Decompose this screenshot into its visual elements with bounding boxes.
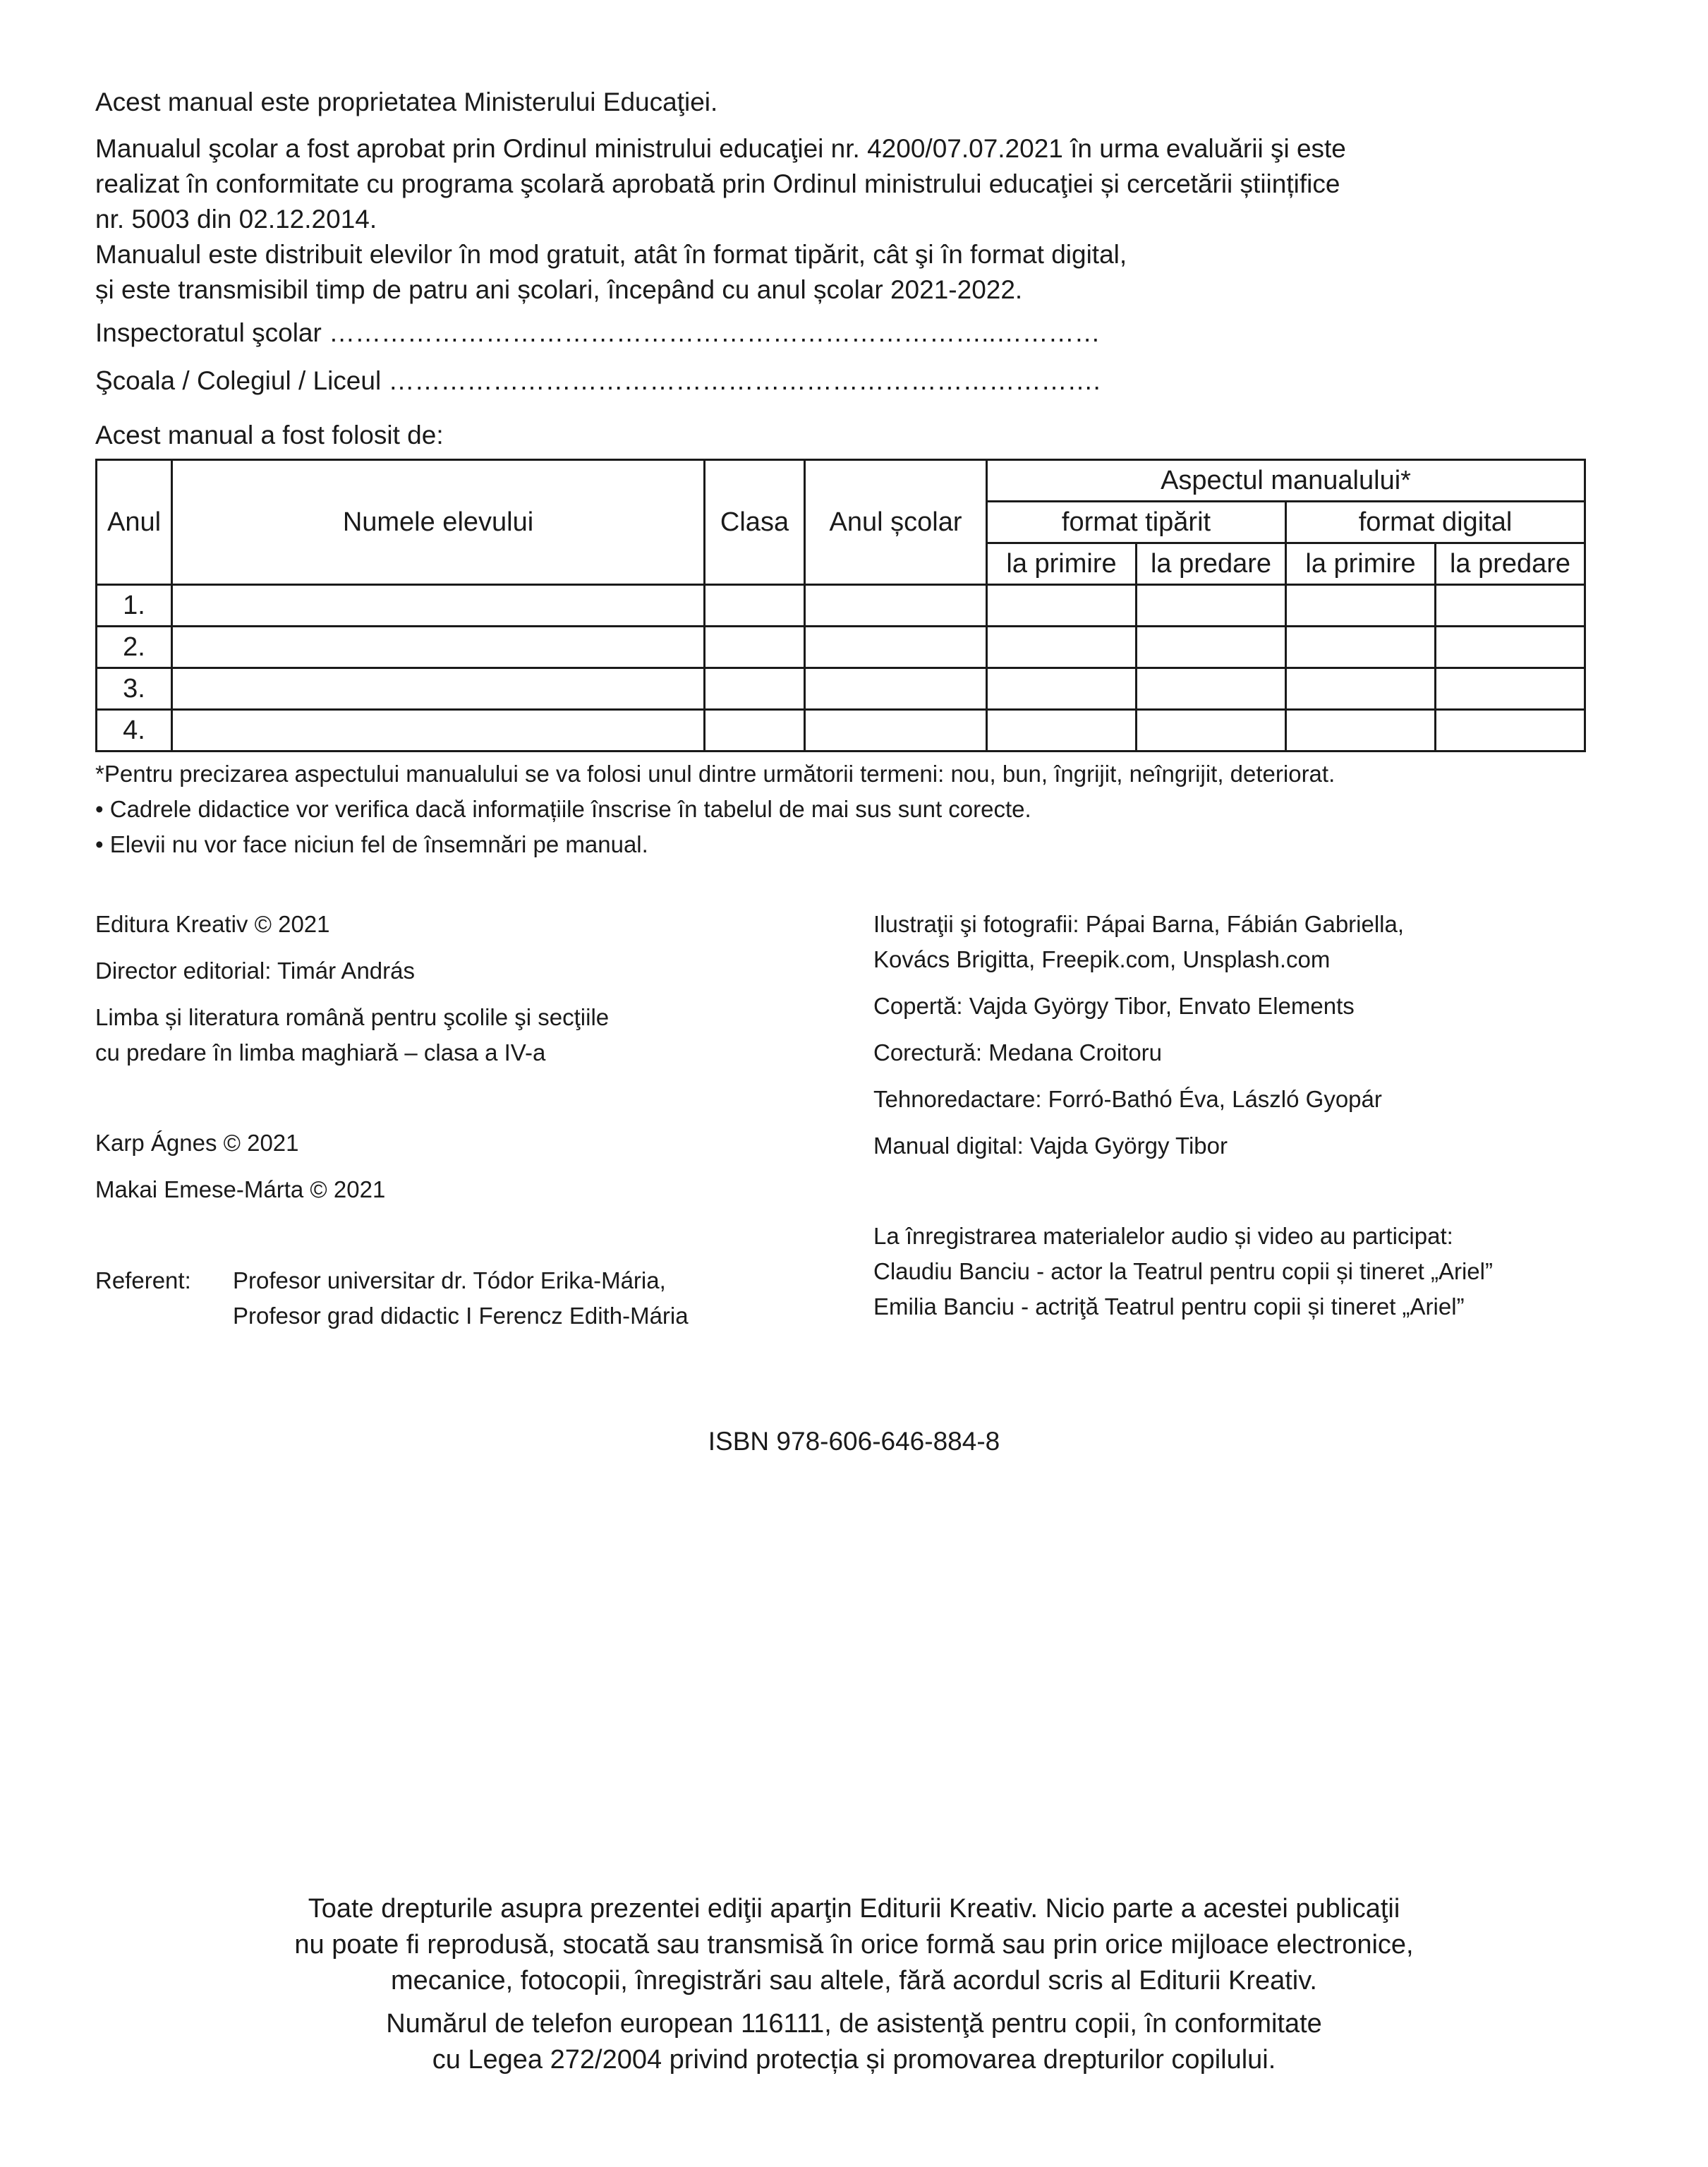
distribution-line-2: și este transmisibil timp de patru ani școlari, începând cu anul școlar 2021-2022. (95, 275, 1023, 304)
illustrations-line-1: Ilustraţii şi fotografii: Pápai Barna, Fábián Gabriella, (873, 911, 1405, 937)
table-row (97, 585, 1585, 627)
cell-print-return[interactable] (1137, 585, 1286, 627)
cell-print-receive[interactable] (987, 627, 1137, 668)
credits-right (873, 907, 1685, 1336)
header-digital-la-predare: la predare (1436, 543, 1585, 585)
header-clasa: Clasa (705, 460, 805, 585)
note-bullet-1 (95, 792, 1335, 827)
cell-name[interactable] (172, 627, 705, 668)
phone-line-1: Numărul de telefon european 116111, de asistenţă pentru copii, în conformitate (386, 2009, 1322, 2039)
row-number: 4. (97, 710, 172, 751)
table-row (97, 668, 1585, 710)
note-text: Cadrele didactice vor verifica dacă informațiile înscrise în tabelul de mai sus sunt corecte. (109, 796, 1031, 822)
phone-line-2: cu Legea 272/2004 privind protecția și promovarea drepturilor copilului. (432, 2045, 1276, 2075)
cell-name[interactable] (172, 585, 705, 627)
credits-left (95, 907, 801, 1219)
bullet-glyph: • (95, 796, 104, 822)
owner-statement: Acest manual este proprietatea Ministerului Educaţiei. (95, 87, 718, 116)
header-format-tiparit: format tipărit (987, 502, 1286, 543)
author-1: Karp Ágnes © 2021 (95, 1130, 299, 1156)
note-text: Elevii nu vor face niciun fel de însemnări pe manual. (109, 831, 648, 857)
audio-participant-2: Emilia Banciu - actriţă Teatrul pentru copii și tineret „Ariel” (873, 1293, 1465, 1320)
cell-school-year[interactable] (805, 627, 987, 668)
cell-print-receive[interactable] (987, 710, 1137, 751)
table-row (97, 627, 1585, 668)
header-digital-la-primire: la primire (1286, 543, 1436, 585)
inspectorat-line: Inspectoratul şcolar …………………………………………………………………..………… (95, 318, 1101, 347)
cell-class[interactable] (705, 627, 805, 668)
rights-line-1: Toate drepturile asupra prezentei ediţii aparţin Editurii Kreativ. Nicio parte a acestei publicaţii (308, 1894, 1400, 1924)
rights-footer (0, 1891, 1708, 2078)
approval-line-1: Manualul şcolar a fost aprobat prin Ordinul ministrului educaţiei nr. 4200/07.07.2021 în urma evaluării şi este (95, 134, 1346, 163)
row-number: 3. (97, 668, 172, 710)
bullet-glyph: • (95, 831, 104, 857)
isbn: ISBN 978-606-646-884-8 (708, 1427, 1000, 1456)
used-by-text: Acest manual a fost folosit de: (95, 421, 444, 449)
cell-school-year[interactable] (805, 710, 987, 751)
cell-name[interactable] (172, 668, 705, 710)
cell-print-receive[interactable] (987, 585, 1137, 627)
header-anul: Anul (97, 460, 172, 585)
distribution-line-1: Manualul este distribuit elevilor în mod gratuit, atât în format tipărit, cât şi în format digital, (95, 240, 1127, 269)
table-notes (95, 756, 1335, 862)
editorial-director: Director editorial: Timár András (95, 958, 415, 984)
rights-line-3: mecanice, fotocopii, înregistrări sau altele, fără acordul scris al Editurii Kreativ. (391, 1966, 1317, 1996)
audio-participant-1: Claudiu Banciu - actor la Teatrul pentru copii și tineret „Ariel” (873, 1258, 1493, 1284)
rights-line-2: nu poate fi reprodusă, stocată sau transmisă în orice formă sau prin orice mijloace electronice, (294, 1930, 1414, 1960)
cover-credit: Copertă: Vajda György Tibor, Envato Elements (873, 993, 1355, 1019)
digital-manual-credit: Manual digital: Vajda György Tibor (873, 1133, 1228, 1159)
cell-class[interactable] (705, 668, 805, 710)
table-row (97, 710, 1585, 751)
audio-heading: La înregistrarea materialelor audio și video au participat: (873, 1223, 1453, 1249)
row-number: 2. (97, 627, 172, 668)
isbn-block (0, 1424, 1708, 1459)
publisher: Editura Kreativ © 2021 (95, 911, 330, 937)
used-by-heading (95, 418, 444, 453)
approval-line-2: realizat în conformitate cu programa şcolară aprobată prin Ordinul ministrului educaţiei și cercetării științifice (95, 169, 1340, 198)
fill-lines (95, 315, 1101, 411)
cell-digital-return[interactable] (1436, 627, 1585, 668)
header-numele-elevului: Numele elevului (172, 460, 705, 585)
dtp-credit: Tehnoredactare: Forró-Bathó Éva, László Gyopár (873, 1086, 1382, 1112)
intro-section (95, 85, 1346, 308)
school-line: Şcoala / Colegiul / Liceul ………………………………………………………………………. (95, 366, 1101, 395)
table-header-row-1 (97, 460, 1585, 502)
header-aspect: Aspectul manualului* (987, 460, 1585, 502)
cell-school-year[interactable] (805, 585, 987, 627)
book-title-line-1: Limba și literatura română pentru şcolile şi secţiile (95, 1004, 610, 1030)
cell-digital-return[interactable] (1436, 585, 1585, 627)
cell-class[interactable] (705, 585, 805, 627)
header-format-digital: format digital (1286, 502, 1585, 543)
row-number: 1. (97, 585, 172, 627)
illustrations-line-2: Kovács Brigitta, Freepik.com, Unsplash.com (873, 946, 1331, 972)
usage-table (95, 459, 1586, 752)
referent-name-1: Profesor universitar dr. Tódor Erika-Mária, (233, 1267, 666, 1293)
cell-digital-receive[interactable] (1286, 710, 1436, 751)
cell-print-receive[interactable] (987, 668, 1137, 710)
header-tiparit-la-primire: la primire (987, 543, 1137, 585)
cell-digital-receive[interactable] (1286, 585, 1436, 627)
note-bullet-2 (95, 827, 1335, 862)
cell-digital-receive[interactable] (1286, 668, 1436, 710)
referent-label: Referent: (95, 1267, 191, 1293)
author-2: Makai Emese-Márta © 2021 (95, 1176, 386, 1202)
aspect-footnote: *Pentru precizarea aspectului manualului se va folosi unul dintre următorii termeni: nou, bun, îngrijit, neîngrijit, deteriorat. (95, 761, 1335, 787)
proofreading-credit: Corectură: Medana Croitoru (873, 1039, 1163, 1066)
cell-digital-return[interactable] (1436, 710, 1585, 751)
approval-line-3: nr. 5003 din 02.12.2014. (95, 205, 377, 234)
book-title-line-2: cu predare în limba maghiară – clasa a IV-a (95, 1039, 546, 1066)
cell-print-return[interactable] (1137, 627, 1286, 668)
cell-print-return[interactable] (1137, 668, 1286, 710)
cell-digital-receive[interactable] (1286, 627, 1436, 668)
header-tiparit-la-predare: la predare (1137, 543, 1286, 585)
cell-print-return[interactable] (1137, 710, 1286, 751)
header-anul-scolar: Anul școlar (805, 460, 987, 585)
cell-class[interactable] (705, 710, 805, 751)
referent-name-2: Profesor grad didactic I Ferencz Edith-Mária (233, 1303, 689, 1329)
cell-name[interactable] (172, 710, 705, 751)
cell-school-year[interactable] (805, 668, 987, 710)
cell-digital-return[interactable] (1436, 668, 1585, 710)
